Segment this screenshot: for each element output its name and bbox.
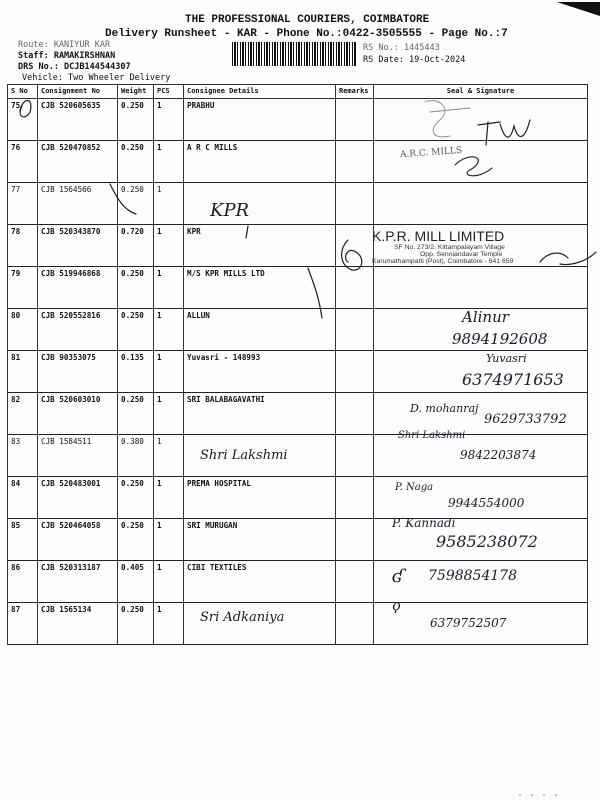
row-sno: 81 bbox=[8, 351, 38, 393]
handwritten-phone-row86: 7598854178 bbox=[428, 568, 518, 584]
handwritten-mark-row75 bbox=[20, 100, 31, 116]
handwritten-name-row85: P. Kannadi bbox=[392, 516, 456, 530]
row-sno: 85 bbox=[8, 519, 38, 561]
row-pcs: 1 bbox=[154, 603, 184, 645]
handwritten-name-row80: Alinur bbox=[462, 308, 509, 326]
row-pcs: 1 bbox=[154, 351, 184, 393]
row-sno: 84 bbox=[8, 477, 38, 519]
handwritten-tick-row77 bbox=[110, 184, 136, 214]
stamp-address-line2: Opp. Senniandavar Temple bbox=[420, 251, 503, 258]
handwritten-signature-row87: ϙ bbox=[392, 598, 401, 614]
handwritten-slash-row78 bbox=[246, 226, 248, 238]
handwritten-name-row84: P. Naga bbox=[395, 482, 434, 493]
row-pcs: 1 bbox=[154, 519, 184, 561]
drs-label: DRS No.: DCJB144544307 bbox=[18, 62, 131, 72]
row-consignee: SRI BALABAGAVATHI bbox=[184, 393, 336, 435]
route-label: Route: KANIYUR KAR bbox=[18, 40, 111, 50]
row-pcs: 1 bbox=[154, 477, 184, 519]
row-consignee: PREMA HOSPITAL bbox=[184, 477, 336, 519]
row-consignee: CIBI TEXTILES bbox=[184, 561, 336, 603]
row-consignment: CJB 520470852 bbox=[38, 141, 118, 183]
col-remarks: Remarks bbox=[336, 85, 374, 99]
runsheet-title: Delivery Runsheet - KAR - Phone No.:0422-3505555 - Page No.:7 bbox=[105, 28, 508, 40]
row-pcs: 1 bbox=[154, 183, 184, 225]
handwritten-mark-row79 bbox=[308, 268, 322, 318]
row-weight: 0.250 bbox=[118, 519, 154, 561]
faint-stamp-row75 bbox=[425, 101, 470, 137]
row-consignment: CJB 519946868 bbox=[38, 267, 118, 309]
row-weight: 0.250 bbox=[118, 99, 154, 141]
scan-noise-dots bbox=[0, 792, 600, 798]
row-pcs: 1 bbox=[154, 267, 184, 309]
row-pcs: 1 bbox=[154, 561, 184, 603]
row-consignment: CJB 520605635 bbox=[38, 99, 118, 141]
row-sno: 76 bbox=[8, 141, 38, 183]
col-consignee: Consignee Details bbox=[184, 85, 336, 99]
stamp-address-line1: SF No. 273/2, Kittampalayam Village bbox=[394, 244, 505, 251]
handwritten-phone-row84: 9944554000 bbox=[448, 496, 525, 510]
handwritten-phone-row82: 9629733792 bbox=[484, 412, 567, 427]
row-consignee: Yuvasri - 148993 bbox=[184, 351, 336, 393]
row-pcs: 1 bbox=[154, 225, 184, 267]
row-sno: 79 bbox=[8, 267, 38, 309]
row-consignee: KPR bbox=[184, 225, 336, 267]
row-pcs: 1 bbox=[154, 393, 184, 435]
row-pcs: 1 bbox=[154, 435, 184, 477]
handwritten-phone-row80: 9894192608 bbox=[452, 330, 548, 348]
row-weight: 0.250 bbox=[118, 603, 154, 645]
row-consignee: ALLUN bbox=[184, 309, 336, 351]
row-sno: 77 bbox=[8, 183, 38, 225]
handwritten-signature-row86: ʛ bbox=[392, 566, 404, 587]
handwritten-loop-row79 bbox=[342, 240, 362, 270]
company-title: THE PROFESSIONAL COURIERS, COIMBATORE bbox=[185, 14, 430, 26]
row-weight: 0.250 bbox=[118, 393, 154, 435]
row-sno: 86 bbox=[8, 561, 38, 603]
arc-mills-stamp: A.R.C. MILLS bbox=[399, 145, 463, 161]
row-consignee: PRABHU bbox=[184, 99, 336, 141]
col-signature: Seal & Signature bbox=[374, 85, 588, 99]
col-sno: S No bbox=[8, 85, 38, 99]
row-sno: 83 bbox=[8, 435, 38, 477]
handwritten-name-row82: D. mohanraj bbox=[410, 402, 479, 415]
row-weight: 0.720 bbox=[118, 225, 154, 267]
row-consignment: CJB 520603010 bbox=[38, 393, 118, 435]
row-sno: 80 bbox=[8, 309, 38, 351]
handwritten-phone-row85: 9585238072 bbox=[436, 532, 538, 551]
vehicle-label: Vehicle: Two Wheeler Delivery bbox=[22, 73, 171, 83]
handwritten-name-row83-consignee: Shri Lakshmi bbox=[200, 448, 288, 463]
staff-label: Staff: RAMAKIRSHNAN bbox=[18, 51, 116, 61]
row-consignment: CJB 520483001 bbox=[38, 477, 118, 519]
row-pcs: 1 bbox=[154, 99, 184, 141]
col-weight: Weight bbox=[118, 85, 154, 99]
row-consignment: CJB 520343870 bbox=[38, 225, 118, 267]
row-weight: 0.250 bbox=[118, 267, 154, 309]
row-sno: 82 bbox=[8, 393, 38, 435]
row-weight: 0.135 bbox=[118, 351, 154, 393]
handwritten-phone-row87: 6379752507 bbox=[430, 616, 507, 630]
row-weight: 0.250 bbox=[118, 477, 154, 519]
row-pcs: 1 bbox=[154, 309, 184, 351]
row-consignment: CJB 1564566 bbox=[38, 183, 118, 225]
handwritten-phone-row83: 9842203874 bbox=[460, 448, 537, 462]
row-sno: 78 bbox=[8, 225, 38, 267]
col-consignment: Consignment No bbox=[38, 85, 118, 99]
row-consignee: A R C MILLS bbox=[184, 141, 336, 183]
row-consignment: CJB 520313187 bbox=[38, 561, 118, 603]
handwritten-name-row81: Yuvasri bbox=[486, 352, 527, 365]
stamp-address-line3: Karumathampatti (Post), Coimbatore - 641 659 bbox=[372, 258, 514, 265]
row-consignee: SRI MURUGAN bbox=[184, 519, 336, 561]
col-pcs: PCS bbox=[154, 85, 184, 99]
rs-number: RS No.: 1445443 bbox=[363, 43, 440, 53]
handwritten-signature-row83: Shri Lakshmi bbox=[398, 430, 466, 441]
row-consignment: CJB 90353075 bbox=[38, 351, 118, 393]
row-weight: 0.250 bbox=[118, 309, 154, 351]
row-sno: 87 bbox=[8, 603, 38, 645]
row-consignment: CJB 1584511 bbox=[38, 435, 118, 477]
handwritten-phone-row81: 6374971653 bbox=[462, 370, 564, 389]
row-weight: 0.250 bbox=[118, 141, 154, 183]
handwritten-name-row87-consignee: Sri Adkaniya bbox=[200, 610, 285, 625]
row-sno: 75 bbox=[8, 99, 38, 141]
stamp-title: K.P.R. MILL LIMITED bbox=[372, 228, 505, 244]
row-pcs: 1 bbox=[154, 141, 184, 183]
row-consignment: CJB 520552816 bbox=[38, 309, 118, 351]
handwritten-kpr: KPR bbox=[210, 200, 250, 221]
row-weight: 0.250 bbox=[118, 183, 154, 225]
row-weight: 0.380 bbox=[118, 435, 154, 477]
row-consignment: CJB 520464058 bbox=[38, 519, 118, 561]
row-weight: 0.405 bbox=[118, 561, 154, 603]
rs-date: RS Date: 19-Oct-2024 bbox=[363, 55, 466, 65]
row-consignee: M/S KPR MILLS LTD bbox=[184, 267, 336, 309]
handwritten-signature-row75 bbox=[478, 120, 530, 145]
handwritten-signature-row76 bbox=[455, 157, 492, 176]
row-consignment: CJB 1565134 bbox=[38, 603, 118, 645]
kpr-mill-stamp bbox=[372, 228, 577, 265]
